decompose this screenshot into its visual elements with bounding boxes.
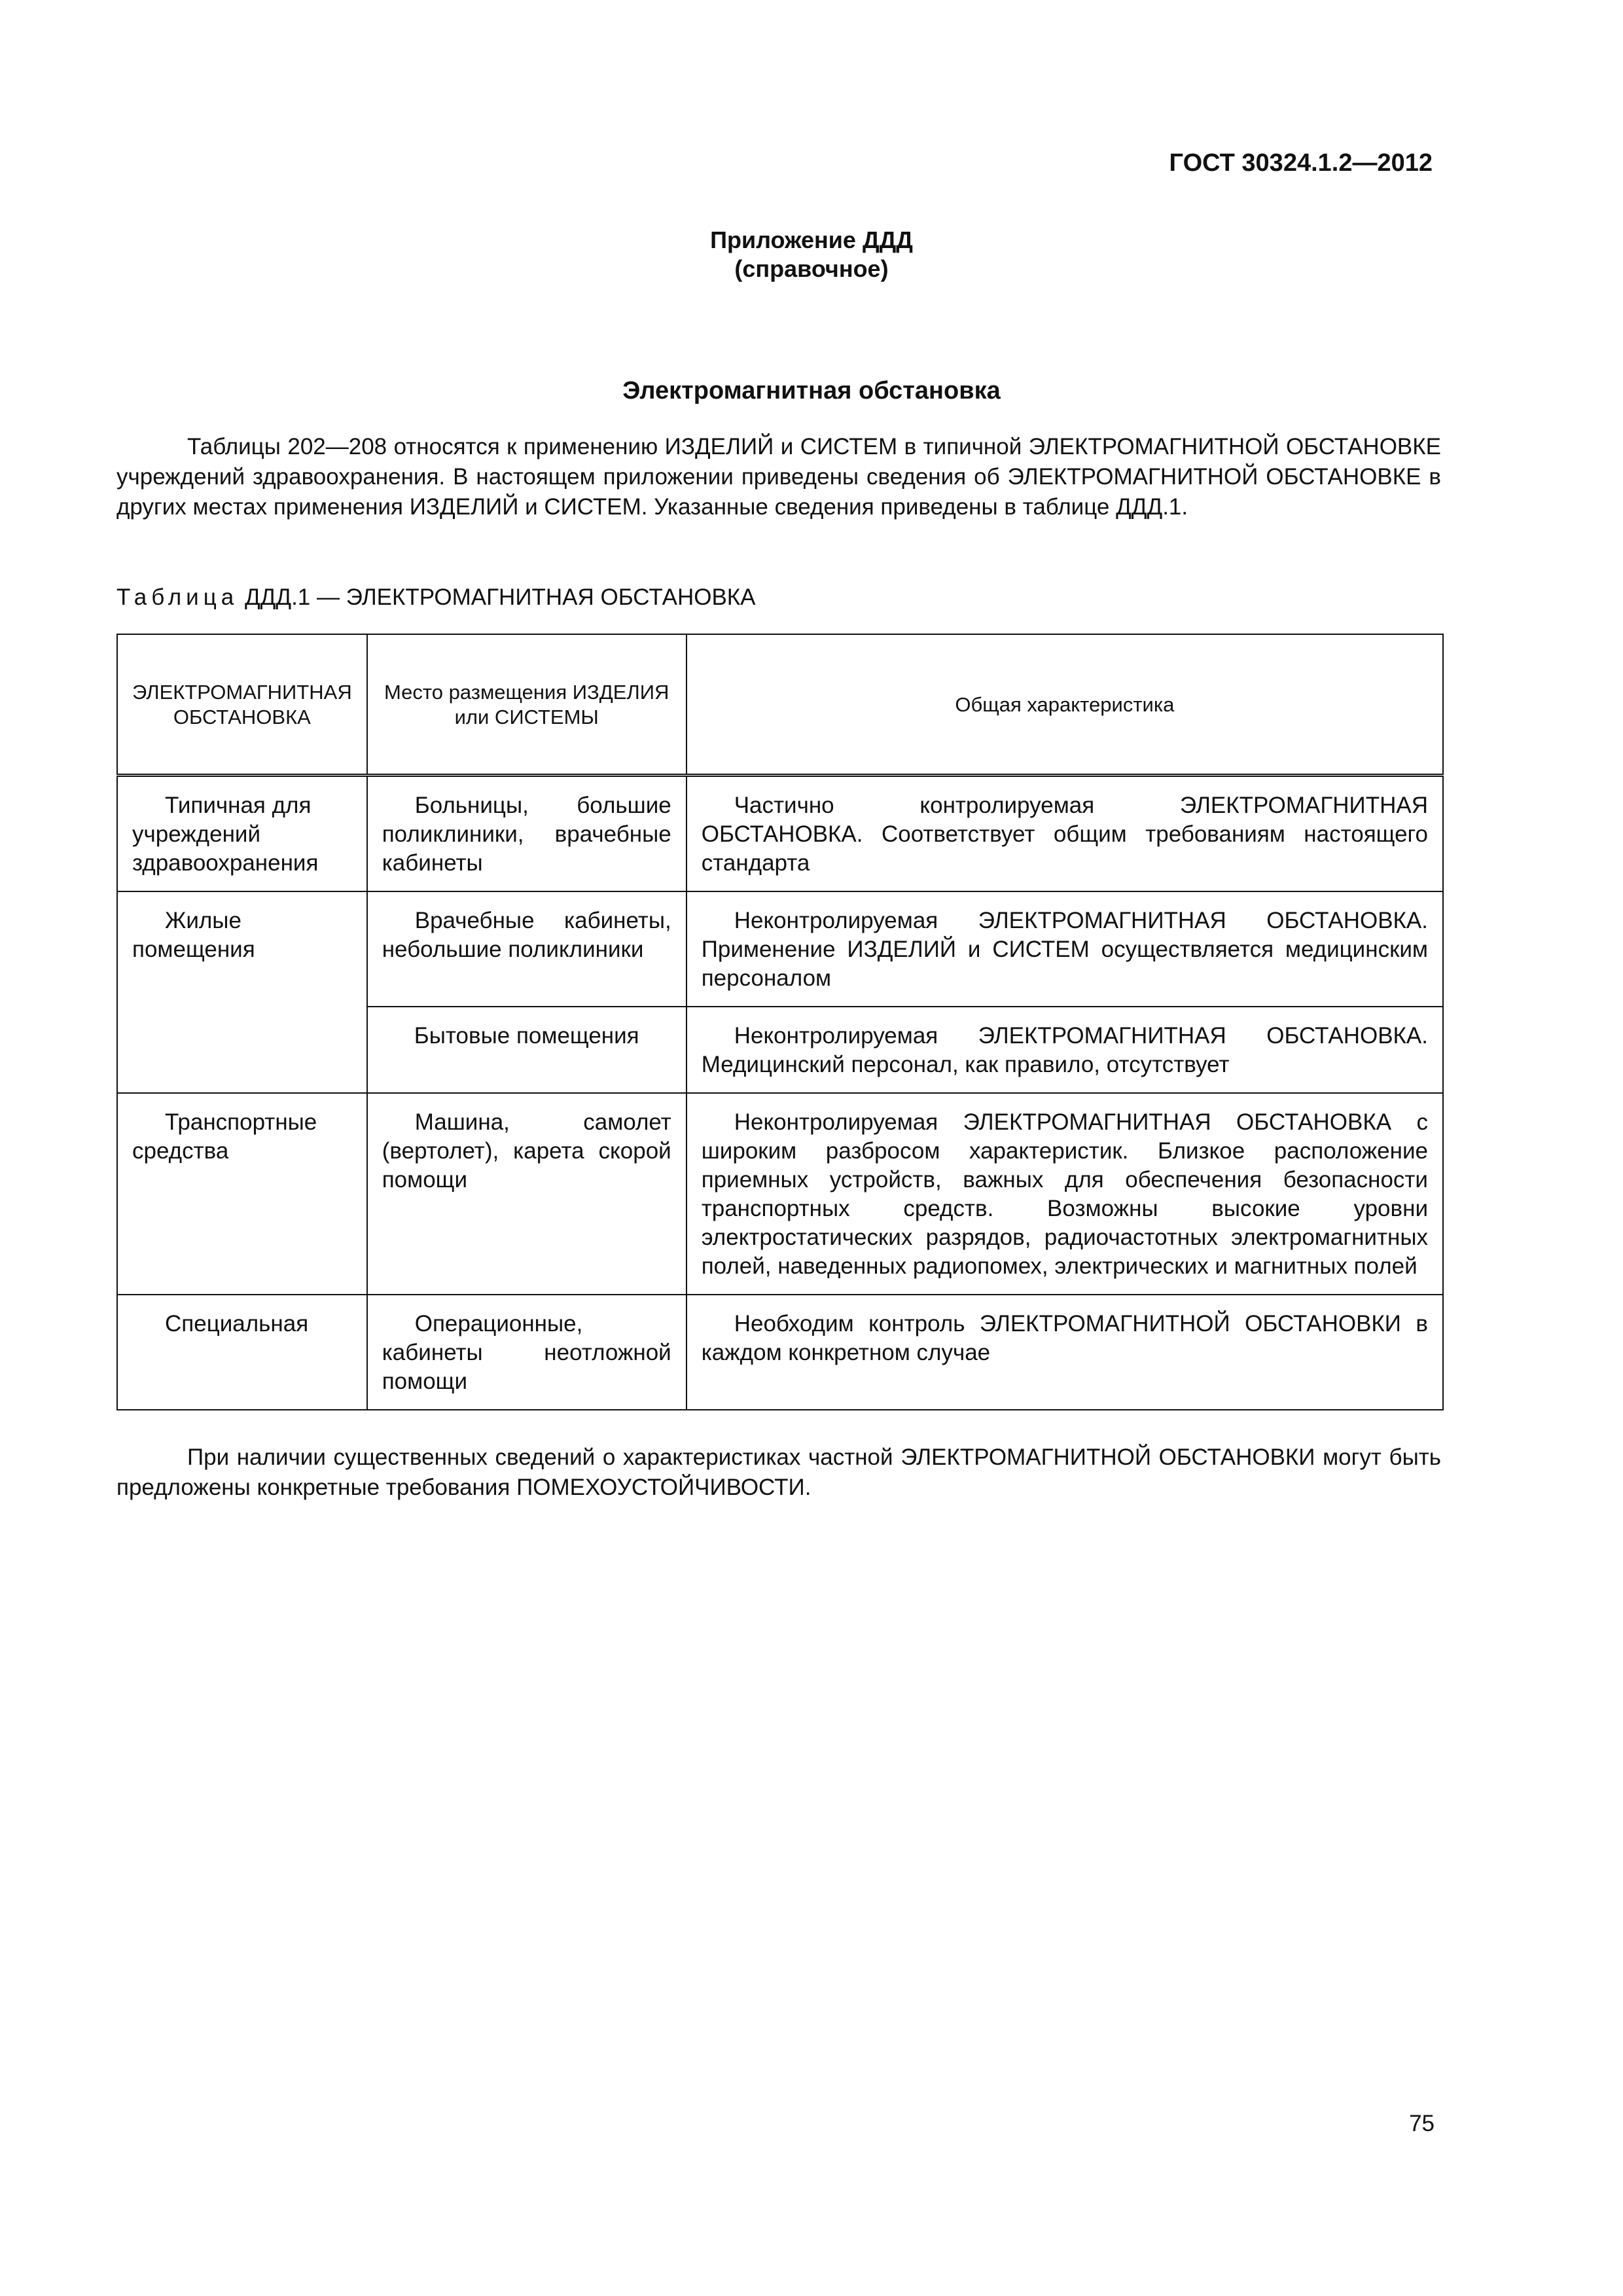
cell-location: Операционные, кабинеты неотложной помощи [367,1295,687,1410]
header-environment: ЭЛЕКТРОМАГНИТНАЯ ОБСТАНОВКА [117,634,367,776]
page-number: 75 [1409,2111,1435,2136]
table-row [117,776,1443,892]
header-description: Общая характеристика [687,634,1443,776]
standard-code: ГОСТ 30324.1.2—2012 [1169,149,1433,177]
table-row [117,1295,1443,1410]
closing-paragraph: При наличии существенных сведений о характеристиках частной ЭЛЕКТРОМАГНИТНОЙ ОБСТАНОВКИ могут быть предложены конкретные требования ПОМЕХОУСТОЙЧИВОСТИ. [116,1444,1441,1500]
cell-description: Частично контролируемая ЭЛЕКТРОМАГНИТНАЯ ОБСТАНОВКА. Соответствует общим требованиям настоящего стандарта [687,776,1443,892]
cell-location: Больницы, большие поликлиники, врачебные кабинеты [367,776,687,892]
cell-description: Неконтролируемая ЭЛЕКТРОМАГНИТНАЯ ОБСТАНОВКА с широким разбросом характеристик. Близкое расположение приемных устройств, важных для обеспечения безопасности транспортных средств. Возможны высокие уровни электростатических разрядов, радиочастотных электромагнитных полей, наведенных радиопомех, электрических и магнитных полей [687,1093,1443,1295]
cell-environment: Типичная для учреждений здравоохранения [117,776,367,892]
cell-location: Машина, самолет (вертолет), карета скорой помощи [367,1093,687,1295]
header-location: Место размещения ИЗДЕЛИЯ или СИСТЕМЫ [367,634,687,776]
section-title: Электромагнитная обстановка [622,377,1001,404]
cell-location: Бытовые помещения [367,1007,687,1093]
cell-environment: Специальная [117,1295,367,1410]
cell-description: Необходим контроль ЭЛЕКТРОМАГНИТНОЙ ОБСТАНОВКИ в каждом конкретном случае [687,1295,1443,1410]
appendix-heading [0,226,1623,283]
table-caption [116,584,756,611]
intro-paragraph: Таблицы 202—208 относятся к применению ИЗДЕЛИЙ и СИСТЕМ в типичной ЭЛЕКТРОМАГНИТНОЙ ОБСТАНОВКЕ учреждений здравоохранения. В настоящем приложении приведены сведения об ЭЛЕКТРОМАГНИТНОЙ ОБСТАНОВКЕ в других местах применения ИЗДЕЛИЙ и СИСТЕМ. Указанные сведения приведены в таблице ДДД.1. [116,434,1441,520]
table-caption-text: ДДД.1 — ЭЛЕКТРОМАГНИТНАЯ ОБСТАНОВКА [244,584,756,610]
cell-environment: Транспортные средства [117,1093,367,1295]
cell-location: Врачебные кабинеты, небольшие поликлиники [367,891,687,1007]
appendix-subtitle: (справочное) [734,255,889,282]
table-caption-label: Таблица [116,584,239,610]
cell-environment: Жилые помещения [117,891,367,1093]
cell-description: Неконтролируемая ЭЛЕКТРОМАГНИТНАЯ ОБСТАНОВКА. Медицинский персонал, как правило, отсутствует [687,1007,1443,1093]
table-row [117,891,1443,1007]
table-header-row [117,634,1443,776]
appendix-title: Приложение ДДД [710,226,913,253]
table-row [117,1093,1443,1295]
cell-description: Неконтролируемая ЭЛЕКТРОМАГНИТНАЯ ОБСТАНОВКА. Применение ИЗДЕЛИЙ и СИСТЕМ осуществляется медицинским персоналом [687,891,1443,1007]
em-environment-table [116,634,1444,1410]
